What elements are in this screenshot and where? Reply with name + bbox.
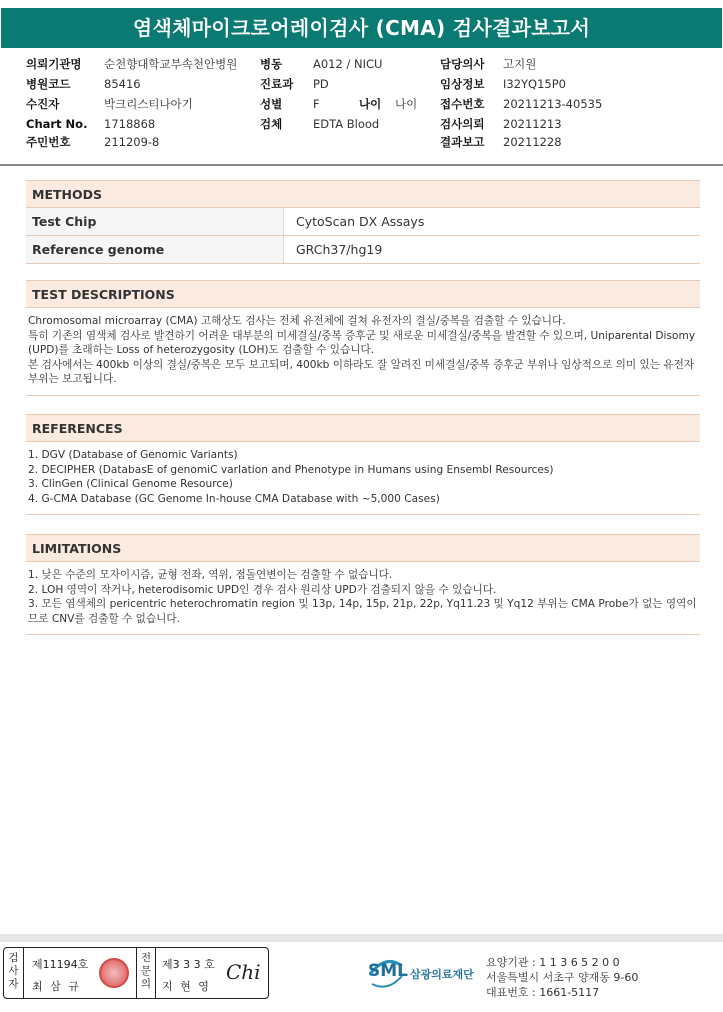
sml-logo: [366, 952, 478, 992]
dept-label: 진료과: [260, 77, 294, 91]
reference-item: 4. G-CMA Database (GC Genome In-house CMA Database with ~5,000 Cases): [28, 492, 440, 505]
ward-label: 병동: [260, 57, 283, 71]
dept-value: PD: [313, 77, 329, 91]
org-info: [486, 955, 638, 1000]
request-value: 20211213: [503, 117, 562, 131]
clinical-label: 임상정보: [440, 77, 485, 91]
age-label: 나이: [359, 97, 382, 111]
report-label: 결과보고: [440, 135, 485, 149]
specialist-label-text: 전문의: [140, 952, 152, 990]
tester-name: 최 삼 규: [32, 980, 81, 993]
descriptions-body: [26, 308, 700, 396]
specimen-label: 검체: [260, 117, 283, 131]
methods-heading: METHODS: [26, 180, 700, 208]
specialist-name: 지 현 영: [162, 980, 211, 993]
footer-divider: [0, 934, 723, 942]
hospcode-value: 85416: [104, 77, 141, 91]
subject-label: 수진자: [26, 97, 60, 111]
org-code: 요양기관 : 1 1 3 6 5 2 0 0: [486, 956, 620, 969]
limitations-body: [26, 562, 700, 635]
page-title: 염색체마이크로어레이검사 (CMA) 검사결과보고서: [1, 8, 722, 48]
description-line: 본 검사에서는 400kb 이상의 결실/중복은 모두 보고되며, 400kb 이하라도 잘 알려진 미세결실/중복 증후군 부위나 임상적으로 의미 있는 유전자 부위는 보고됩니다.: [28, 358, 695, 386]
reference-item: 2. DECIPHER (DatabasE of genomiC varIation and Phenotype in Humans using Ensembl Resources): [28, 463, 554, 476]
limitation-item: 3. 모든 염색체의 pericentric heterochromatin region 및 13p, 14p, 15p, 21p, 22p, Yq11.23 및 Yq12 부위는 CMA Probe가 없는 영역이므로 CNV를 검출할 수 없습니다.: [28, 598, 697, 625]
methods-row-value: GRCh37/hg19: [296, 242, 383, 257]
methods-row-value: CytoScan DX Assays: [296, 214, 425, 229]
receipt-value: 20211213-40535: [503, 97, 603, 111]
institution-value: 순천향대학교부속천안병원: [104, 57, 238, 71]
tester-license: 제11194호: [32, 958, 89, 971]
age-value: 나이: [395, 97, 418, 111]
specimen-value: EDTA Blood: [313, 117, 380, 131]
specialist-license: 제3 3 3 호: [162, 958, 215, 971]
descriptions-heading: TEST DESCRIPTIONS: [26, 280, 700, 308]
org-phone: 대표번호 : 1661-5117: [486, 986, 600, 999]
seal-stamp: [99, 958, 129, 988]
references-section: [26, 414, 700, 515]
methods-row: [26, 236, 700, 264]
sex-label: 성별: [260, 97, 283, 111]
resident-value: 211209-8: [104, 135, 160, 149]
doctor-label: 담당의사: [440, 57, 485, 71]
methods-row: [26, 208, 700, 236]
limitation-item: 2. LOH 영역이 작거나, heterodisomic UPD인 경우 검사 원리상 UPD가 검출되지 않을 수 있습니다.: [28, 583, 497, 596]
resident-label: 주민번호: [26, 135, 71, 149]
report-value: 20211228: [503, 135, 562, 149]
doctor-value: 고지원: [503, 57, 537, 71]
subject-value: 박크리스티나아기: [104, 97, 193, 111]
references-body: [26, 442, 700, 515]
signature: Chi: [226, 960, 261, 984]
specialist-label: [136, 948, 156, 998]
limitations-section: [26, 534, 700, 635]
chart-label: Chart No.: [26, 117, 88, 131]
reference-item: 1. DGV (Database of Genomic Variants): [28, 449, 238, 461]
sex-value: F: [313, 97, 320, 111]
institution-label: 의뢰기관명: [26, 57, 82, 71]
request-label: 검사의뢰: [440, 117, 485, 131]
clinical-value: I32YQ15P0: [503, 77, 566, 91]
descriptions-section: [26, 280, 700, 396]
org-address: 서울특별시 서초구 양재동 9-60: [486, 971, 639, 984]
ward-value: A012 / NICU: [313, 57, 383, 71]
methods-row-label: Test Chip: [26, 208, 284, 235]
description-line: 특히 기존의 염색체 검사로 발견하기 어려운 대부분의 미세결실/중복 증후군 및 새로운 미세결실/중복을 발견할 수 있으며, Uniparental Disomy (UPD)를 초래하는 Loss of heterozygosity (LOH)도 검출할 수 있습니다.: [28, 329, 696, 357]
chart-value: 1718868: [104, 117, 156, 131]
references-heading: REFERENCES: [26, 414, 700, 442]
org-name: 삼광의료재단: [410, 968, 474, 981]
limitations-heading: LIMITATIONS: [26, 534, 700, 562]
limitation-item: 1. 낮은 수준의 모자이시즘, 균형 전좌, 역위, 점돌연변이는 검출할 수 없습니다.: [28, 569, 393, 581]
methods-row-label: Reference genome: [26, 236, 284, 263]
reference-item: 3. ClinGen (Clinical Genome Resource): [28, 478, 233, 491]
methods-section: [26, 180, 700, 264]
sml-logo-text: SML: [368, 961, 408, 981]
signature-box: [3, 947, 269, 999]
hospcode-label: 병원코드: [26, 77, 71, 91]
receipt-label: 접수번호: [440, 97, 485, 111]
description-line: Chromosomal microarray (CMA) 고해상도 검사는 전체 유전체에 걸쳐 유전자의 결실/중복을 검출할 수 있습니다.: [28, 315, 566, 327]
tester-label: [4, 948, 24, 998]
patient-info: [0, 52, 723, 166]
tester-label-text: 검사자: [8, 952, 19, 990]
